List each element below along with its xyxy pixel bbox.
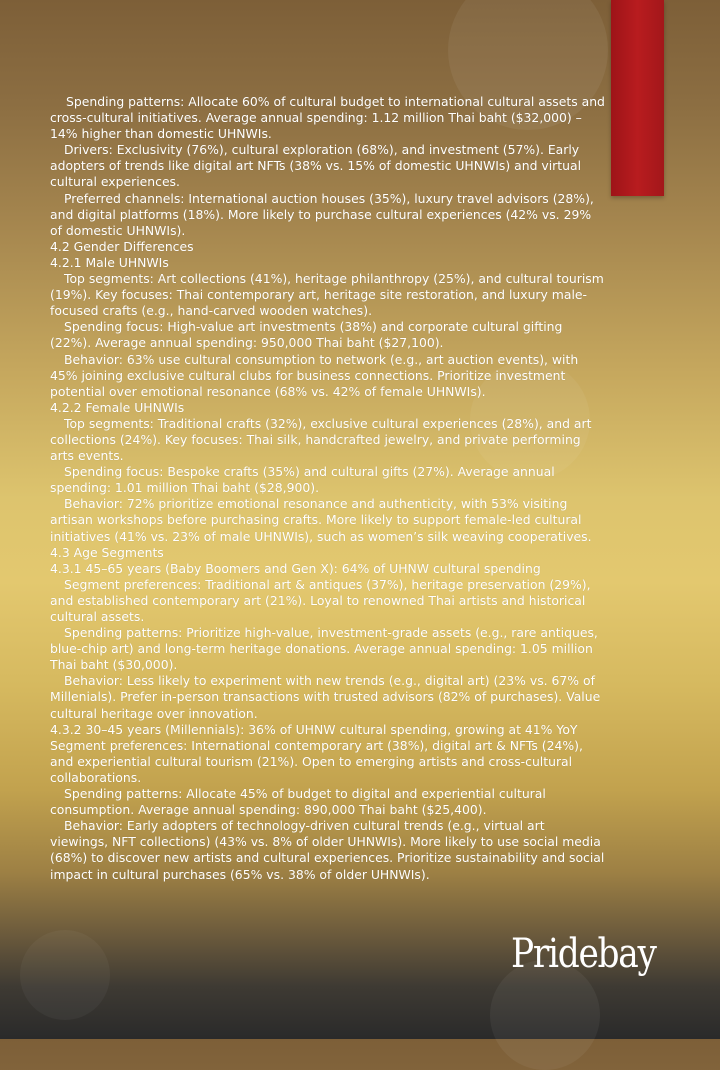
heading-4-3-1: 4.3.1 45–65 years (Baby Boomers and Gen X): 64% of UHNW cultural spending (50, 560, 541, 576)
paragraph-older-spending-patterns: Spending patterns: Prioritize high-value, investment-grade assets (e.g., rare antiques, blue-chip art) and long-term heritage donations. Average annual spending: 1.05 million Thai baht ($30,000). (50, 625, 598, 673)
paragraph-spending-patterns-international: Spending patterns: Allocate 60% of cultural budget to international cultural assets and cross-cultural initiatives. Average annual spending: 1.12 million Thai baht ($32,000) – 14% higher than domestic UHNWIs. (50, 94, 605, 142)
paragraph-millennial-spending-patterns: Spending patterns: Allocate 45% of budget to digital and experiential cultural consumption. Average annual spending: 890,000 Thai baht ($25,400). (50, 786, 546, 818)
paragraph-female-top-segments: Top segments: Traditional crafts (32%), exclusive cultural experiences (28%), and art collections (24%). Key focuses: Thai silk, handcrafted jewelry, and private performing arts events. (50, 415, 592, 464)
heading-4-2-1: 4.2.1 Male UHNWIs (50, 254, 169, 270)
heading-4-2-2: 4.2.2 Female UHNWIs (50, 399, 185, 415)
pridebay-logo: Pridebay (511, 931, 656, 977)
red-ribbon-bookmark (611, 0, 664, 196)
heading-4-3-2: 4.3.2 30–45 years (Millennials): 36% of UHNW cultural spending, growing at 41% YoY Segment preferences: International contemporary art (38%), digital art & NFTs (24%), and experiential cultural tourism (21%). Open to emerging artists and cross-cultural collaborations. (50, 721, 583, 785)
paragraph-female-spending-focus: Spending focus: Bespoke crafts (35%) and cultural gifts (27%). Average annual spending: 1.01 million Thai baht ($28,900). (50, 464, 555, 496)
background-bokeh (20, 930, 110, 1020)
heading-4-3: 4.3 Age Segments (50, 544, 164, 560)
paragraph-drivers: Drivers: Exclusivity (76%), cultural exploration (68%), and investment (57%). Early adopters of trends like digital art NFTs (38% vs. 15% of domestic UHNWIs) and virtual cultural experiences. (50, 142, 582, 190)
paragraph-millennial-behavior: Behavior: Early adopters of technology-driven cultural trends (e.g., virtual art viewings, NFT collections) (43% vs. 8% of older UHNWIs). More likely to use social media (68%) to discover new artists and cultural experiences. Prioritize sustainability and social impact in cultural purchases (65% vs. 38% of older UHNWIs). (50, 818, 605, 882)
heading-4-2: 4.2 Gender Differences (50, 238, 194, 254)
paragraph-older-segment-preferences: Segment preferences: Traditional art & antiques (37%), heritage preservation (29%), and established contemporary art (21%). Loyal to renowned Thai artists and historical cultural assets. (50, 576, 591, 624)
paragraph-male-behavior: Behavior: 63% use cultural consumption to network (e.g., art auction events), with 45% joining exclusive cultural clubs for business connections. Prioritize investment potential over emotional resonance (68% vs. 42% of female UHNWIs). (50, 351, 579, 399)
paragraph-male-top-segments: Top segments: Art collections (41%), heritage philanthropy (25%), and cultural tourism (19%). Key focuses: Thai contemporary art, heritage site restoration, and luxury male-focused crafts (e.g., hand-carved wooden watches). (50, 271, 604, 319)
document-body (50, 94, 605, 883)
paragraph-older-behavior: Behavior: Less likely to experiment with new trends (e.g., digital art) (23% vs. 67% of Millenials). Prefer in-person transactions with trusted advisors (82% of purchases). Value cultural heritage over innovation. (50, 673, 601, 721)
paragraph-male-spending-focus: Spending focus: High-value art investments (38%) and corporate cultural gifting (22%). Average annual spending: 950,000 Thai baht ($27,100). (50, 319, 563, 351)
paragraph-preferred-channels: Preferred channels: International auction houses (35%), luxury travel advisors (28%), and digital platforms (18%). More likely to purchase cultural experiences (42% vs. 29% of domestic UHNWIs). (50, 190, 594, 238)
paragraph-female-behavior: Behavior: 72% prioritize emotional resonance and authenticity, with 53% visiting artisan workshops before purchasing crafts. More likely to support female-led cultural initiatives (41% vs. 23% of male UHNWIs), such as women’s silk weaving cooperatives. (50, 496, 592, 544)
